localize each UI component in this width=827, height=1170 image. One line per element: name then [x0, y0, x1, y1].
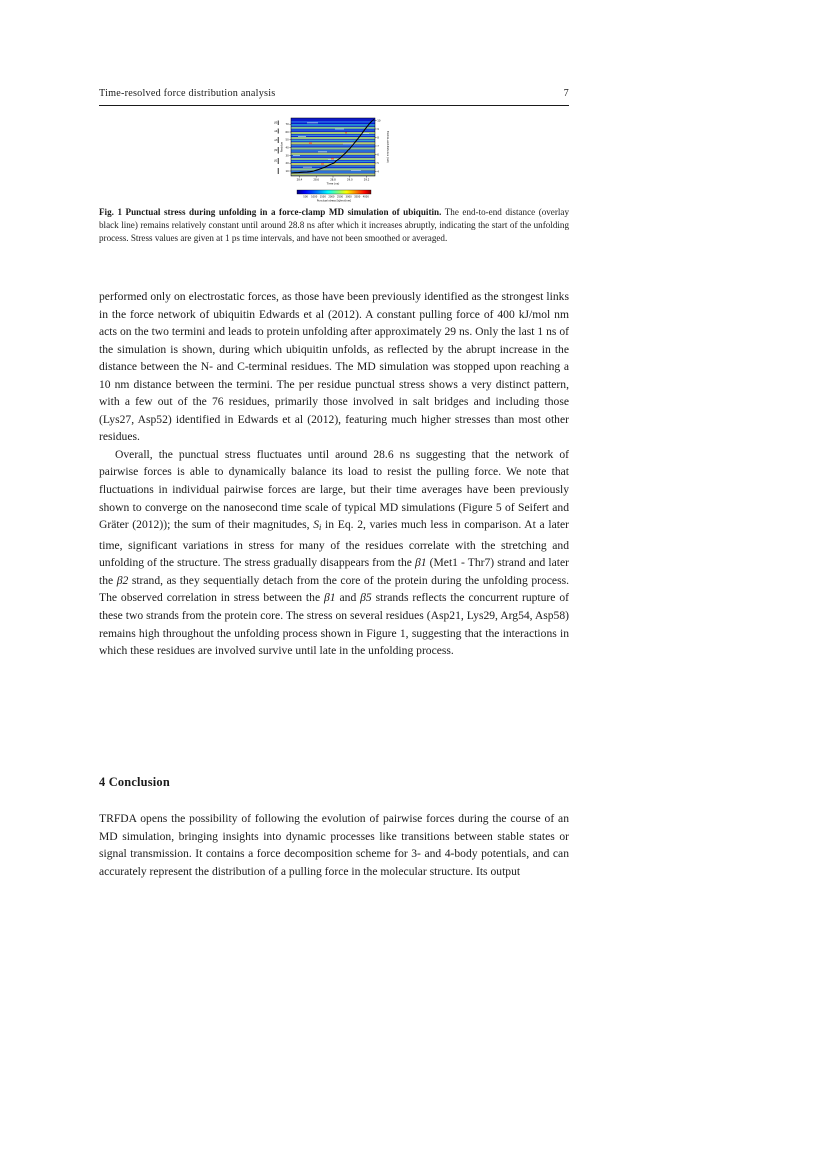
svg-text:1000: 1000 — [311, 195, 318, 199]
paragraph-2-part-a: Overall, the punctual stress fluctuates until around 28.6 ns suggesting that the network of pairwise forces is able to dynamically balance its load to resist the pulling force. We note that fluctuations in individual pairwise forces are large, but their time averages have been previously shown to converge on the nanosecond time scale of typical MD simulations (Figure 5 of Seifert and Gräter (2012)); the sum of their magnitudes, — [99, 447, 569, 532]
svg-text:40: 40 — [285, 146, 289, 150]
colorbar-tick-labels — [303, 196, 369, 199]
running-head-title: Time-resolved force distribution analysis — [99, 88, 276, 99]
svg-text:α3: α3 — [274, 138, 278, 142]
beta2: β2 — [116, 573, 129, 587]
paragraph-2-part-b: in Eq. 2, varies much less in comparison. At a later time, significant variations in stress for many of the residues correlate with the stretching and unfolding of the structure. The stress gradually disappears from the — [99, 518, 569, 570]
svg-text:29.2: 29.2 — [363, 178, 370, 182]
svg-text:50: 50 — [285, 138, 289, 142]
paragraph-2-part-c: (Met1 - Thr7) strand and later the — [99, 556, 569, 587]
svg-text:20: 20 — [285, 162, 289, 166]
conclusion-paragraph: TRFDA opens the possibility of following the evolution of pairwise forces during the course of an MD simulation, bringing insights into dynamic processes like transitions between stable states or signal transmission. It contains a force decomposition scheme for 3- and 4-body potentials, and can accurately represent the distribution of a pulling force in the molecular structure. Its output — [99, 812, 569, 878]
punctual-stress-heatmap — [273, 112, 395, 204]
y2-axis-label: End-to-end distance (nm) — [386, 131, 389, 163]
svg-text:β1: β1 — [274, 159, 278, 163]
colorbar — [297, 190, 371, 194]
svg-text:9: 9 — [377, 127, 379, 131]
x-axis-label: Time (ns) — [326, 181, 340, 186]
svg-text:10: 10 — [377, 119, 381, 123]
svg-text:60: 60 — [285, 130, 289, 134]
section-heading: 4 Conclusion — [99, 775, 170, 789]
figure-1 — [99, 112, 569, 204]
svg-text:α4: α4 — [274, 129, 278, 133]
svg-text:7: 7 — [377, 144, 379, 148]
svg-text:5: 5 — [377, 161, 379, 165]
page-number: 7 — [563, 88, 569, 99]
svg-text:4: 4 — [377, 170, 379, 174]
symbol-s: S — [313, 518, 319, 532]
svg-text:2000: 2000 — [328, 195, 335, 199]
svg-text:8: 8 — [377, 136, 379, 140]
svg-text:4000: 4000 — [362, 195, 369, 199]
paragraph-1: performed only on electrostatic forces, as those have been previously identified as the strongest links in the force network of ubiquitin Edwards et al (2012). A constant pulling force of 400 kJ/mol nm acts on the two termini and leads to protein unfolding after approximately 29 ns. Only the last 1 ns of the simulation is shown, during which ubiquitin unfolds, as reflected by the abrupt increase in the distance between the N- and C-terminal residues. The MD simulation was stopped upon reaching a 10 nm distance between the termini. The per residue punctual stress shows a very distinct pattern, with a few out of the 76 residues, primarily those involved in salt bridges and including those (Lys27, Asp52) identified in Edwards et al (2012), featuring much higher stresses than most other residues. — [99, 290, 569, 444]
figure-caption-bold: Punctual stress during unfolding in a force-clamp MD simulation of ubiquitin. — [125, 207, 442, 217]
beta1-second: β1 — [324, 591, 336, 605]
svg-text:28.4: 28.4 — [296, 178, 303, 182]
beta5: β5 — [360, 591, 372, 605]
svg-text:β2: β2 — [274, 149, 278, 152]
svg-text:29.0: 29.0 — [347, 178, 353, 182]
colorbar-label: Punctual stress [kJ/mol/nm] — [316, 199, 352, 203]
beta1-first: β1 — [414, 556, 427, 570]
y-axis-label: Residue — [280, 141, 284, 153]
svg-text:70: 70 — [285, 123, 289, 127]
figure-caption-text: The end-to-end distance (overlay black line) remains relatively constant until around 28.8 ns after which it increases abruptly, indicating the start of the unfolding process. Stress values are given at 1 ps time intervals, and have not been smoothed or averaged. — [99, 207, 569, 244]
svg-text:2500: 2500 — [336, 195, 344, 199]
svg-text:3000: 3000 — [345, 195, 352, 199]
running-head — [99, 88, 569, 99]
header-divider — [99, 105, 569, 106]
paragraph-2-part-e: and — [335, 591, 361, 605]
svg-text:10: 10 — [285, 169, 289, 173]
figure-graphic — [273, 112, 395, 204]
svg-text:500: 500 — [303, 195, 308, 199]
conclusion-text — [99, 810, 569, 880]
svg-text:28.6: 28.6 — [313, 178, 319, 182]
svg-text:30: 30 — [285, 154, 289, 158]
svg-text:3500: 3500 — [354, 195, 361, 199]
paragraph-2-part-d: strand, as they sequentially detach from the core of the protein during the unfolding process. The observed correlation in stress between the — [99, 573, 569, 605]
svg-text:6: 6 — [377, 153, 379, 157]
body-text — [99, 288, 569, 660]
paragraph-2 — [99, 446, 569, 660]
figure-label: Fig. 1 — [99, 207, 122, 217]
svg-text:28.8: 28.8 — [330, 178, 336, 182]
symbol-s-subscript: i — [319, 523, 322, 533]
svg-text:1500: 1500 — [319, 195, 326, 199]
heatmap-cells — [291, 118, 375, 176]
figure-caption — [99, 206, 569, 246]
paragraph-2-part-f: strands reflects the concurrent rupture of these two strands from the protein core. The stress on several residues (Asp21, Lys29, Arg54, Asp58) remains high throughout the unfolding process shown in Figure 1, suggesting that the interactions in which these residues are involved survive until late in the unfolding process. — [99, 591, 570, 658]
svg-text:β5: β5 — [274, 121, 278, 125]
